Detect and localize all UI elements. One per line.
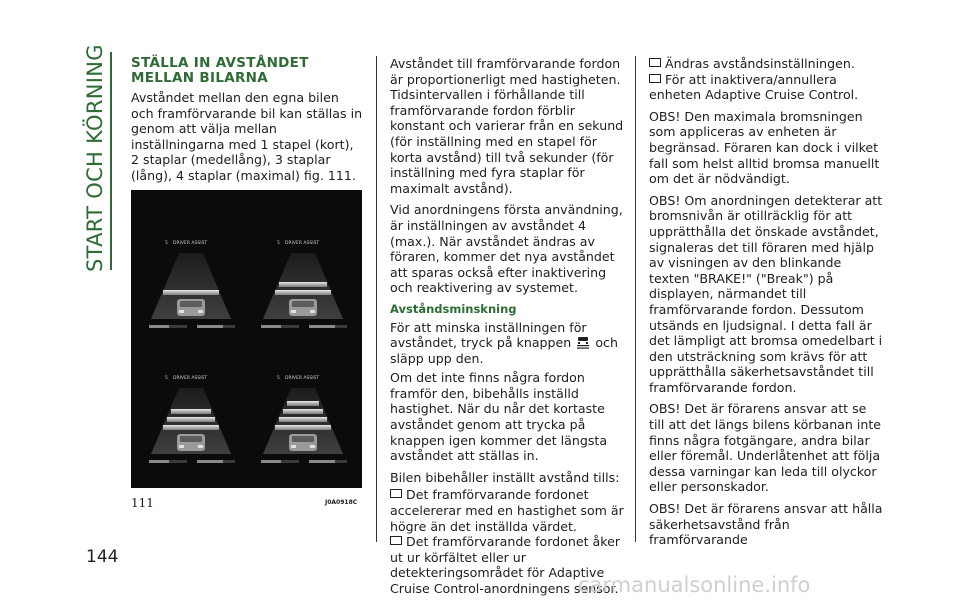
gauge-fill [261, 325, 281, 328]
car-window [292, 436, 314, 442]
section-title: START OCH KÖRNING [83, 44, 107, 272]
paragraph-text: och släpp upp den. [390, 335, 618, 366]
column-3 [649, 56, 884, 554]
list-item-text: För att inaktivera/annullera enheten Adaptive Cruise Control. [649, 71, 859, 103]
list-item-text: Det framförvarande fordonet åker ut ur körfältet eller ur detekteringsområdet för Adaptive Cruise Control-anordningens sensor. [390, 534, 621, 596]
display-panel [149, 375, 235, 463]
column-2 [390, 56, 626, 597]
figure-number: 111 [131, 496, 154, 510]
panel-title: DRIVER ASSIST [285, 241, 320, 246]
car-light [310, 445, 315, 448]
gauge-fill [149, 460, 169, 463]
car-window [292, 301, 314, 307]
subheading: Avståndsminskning [390, 301, 517, 316]
distance-bar [275, 290, 331, 295]
distance-bar [167, 417, 215, 422]
distance-bar [279, 282, 327, 287]
section-heading: STÄLLA IN AVSTÅNDET MELLAN BILARNA [131, 55, 309, 86]
distance-bar [279, 417, 327, 422]
gauge-fill [309, 325, 335, 328]
list-item-text: Det framförvarande fordonet accelererar med en hastighet som är högre än det inställda värdet. [390, 487, 624, 534]
panel-number: 5 [277, 376, 280, 381]
car-light [198, 445, 203, 448]
car-light [198, 310, 203, 313]
paragraph: Bilen bibehåller inställt avstånd tills: [390, 469, 620, 485]
gauge-fill [261, 460, 281, 463]
paragraph: Avståndet till framförvarande fordon är proportionerligt med hastigheten. Tidsintervallen i förhållande till framförvarande fordon förblir konstant och varierar från en sekund (för inställning med en stapel för korta avstånd) till två sekunder (för inställning med fyra staplar för maximalt avstånd). [390, 56, 624, 196]
display-panel [261, 375, 347, 463]
gauge-fill [149, 325, 169, 328]
distance-bar [163, 290, 219, 295]
checkbox-bullet-icon [390, 489, 402, 498]
distance-bar [163, 425, 219, 430]
panel-title: DRIVER ASSIST [173, 376, 208, 381]
checkbox-bullet-icon [649, 74, 661, 83]
distance-button-icon [577, 337, 589, 349]
paragraph: OBS! Den maximala bromsningen som appliceras av enheten är begränsad. Föraren kan dock i vilket fall som helst alltid bromsa manuellt om det är nödvändigt. [649, 108, 880, 187]
car-light [179, 310, 184, 313]
watermark: carmanualsonline.info [578, 573, 811, 597]
car-window [180, 436, 202, 442]
paragraph-text: För att minska inställningen för avståndet, tryck på knappen [390, 319, 587, 351]
column-divider [376, 56, 377, 542]
paragraph: Avståndet mellan den egna bilen och framförvarande bil kan ställas in genom att välja mellan inställningarna med 1 stapel (kort), 2 staplar (medellång), 3 staplar (lång), 4 staplar (maximal) fig. 111. [131, 90, 363, 183]
car-light [291, 310, 296, 313]
paragraph: OBS! Det är förarens ansvar att se till att det längs bilens körbanan inte finns några fotgängare, andra bilar eller föremål. Underlåtenhet att följa dessa varningar kan leda till olyckor eller personskador. [649, 401, 882, 495]
driver-assist-figure [131, 190, 362, 488]
car-window [180, 301, 202, 307]
paragraph: OBS! Det är förarens ansvar att hålla säkerhetsavstånd från framförvarande [649, 501, 883, 548]
figure-code: J0A0918C [325, 499, 358, 506]
display-panel [149, 240, 235, 328]
car-light [291, 445, 296, 448]
side-rule [110, 52, 112, 270]
paragraph: OBS! Om anordningen detekterar att bromsnivån är otillräcklig för att upprätthålla det önskade avståndet, signaleras det till föraren med hjälp av visningen av den blinkande texten "BRAKE!" ("Break") på displayen, närmandet till framförvarande fordon. Dessutom utsänds en ljudsignal. I detta fall är det lämpligt att bromsa omedelbart i den utsträckning som krävs för att upprätthålla säkerhetsavståndet till framförvarande fordon. [649, 192, 883, 395]
checkbox-bullet-icon [649, 58, 661, 67]
panel-number: 5 [277, 241, 280, 246]
panel-number: 5 [165, 376, 168, 381]
column-divider [635, 56, 636, 542]
car-light [179, 445, 184, 448]
distance-bar [171, 409, 211, 414]
car-light [310, 310, 315, 313]
panel-number: 5 [165, 241, 168, 246]
list-item [390, 487, 626, 534]
display-panel [261, 240, 347, 328]
figure-111 [131, 190, 362, 488]
list-item [649, 72, 884, 103]
list-item [649, 56, 884, 72]
distance-bar [287, 401, 319, 406]
page-number: 144 [86, 547, 119, 567]
column-1 [131, 56, 363, 190]
panel-title: DRIVER ASSIST [285, 376, 320, 381]
paragraph: Vid anordningens första användning, är inställningen av avståndet 4 (max.). När avståndet ändras av föraren, kommer det nya avståndet att sparas också efter inaktivering och reaktivering av systemet. [390, 202, 623, 296]
list-item-text: Ändras avståndsinställningen. [665, 56, 855, 71]
distance-bar [283, 409, 323, 414]
checkbox-bullet-icon [390, 536, 402, 545]
gauge-fill [309, 460, 335, 463]
gauge-fill [197, 460, 223, 463]
gauge-fill [197, 325, 223, 328]
paragraph [390, 320, 626, 367]
paragraph: Om det inte finns några fordon framför den, bibehålls inställd hastighet. När du når det kortaste avståndet genom att trycka på knappen igen kommer det längsta avståndet att ställas in. [390, 370, 608, 464]
panel-title: DRIVER ASSIST [173, 241, 208, 246]
distance-bar [275, 425, 331, 430]
